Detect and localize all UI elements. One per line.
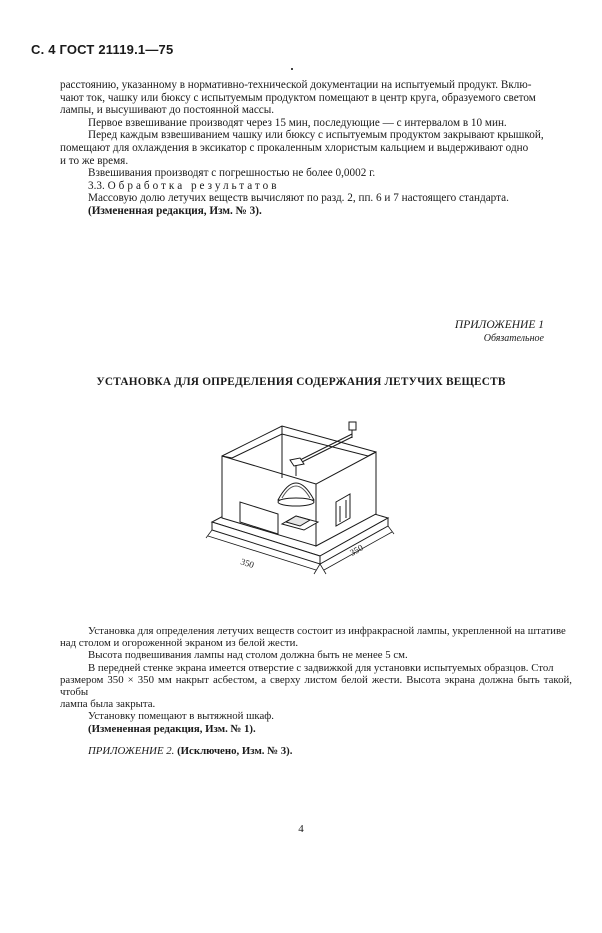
paragraph-precision: Взвешивания производят с погрешностью не более 0,0002 г. xyxy=(88,167,376,180)
appendix-2-label: ПРИЛОЖЕНИЕ 2. xyxy=(88,744,175,757)
apparatus-drawing xyxy=(200,418,435,618)
desc-line: размером 350 × 350 мм накрыт асбестом, а сверху листом белой жести. Высота экрана должна быть такой, чтобы xyxy=(60,673,572,699)
appendix-2-line xyxy=(60,745,572,757)
section-number: 3.3. xyxy=(88,179,105,192)
paragraph-weighing: Первое взвешивание производят через 15 мин, последующие — с интервалом в 10 мин. xyxy=(88,116,507,129)
desc-line: над столом и огороженной экраном из белой жести. xyxy=(60,637,299,650)
amendment-note: (Измененная редакция, Изм. № 1). xyxy=(88,722,256,735)
text-line: расстоянию, указанному в нормативно-технической документации на испытуемый продукт. Вклю- xyxy=(60,79,532,91)
text-line: лампы, и высушивают до постоянной массы. xyxy=(60,104,275,117)
desc-line: В передней стенке экрана имеется отверстие с задвижкой для установки испытуемых образцов. Стол xyxy=(88,661,554,674)
appendix-1-title-block xyxy=(455,319,544,345)
desc-fume-hood: Установку помещают в вытяжной шкаф. xyxy=(88,710,274,723)
section-title: Обработка результатов xyxy=(107,179,280,192)
section-3-3-heading xyxy=(60,180,572,193)
dimension-label-left: 350 xyxy=(239,556,256,571)
scan-dot xyxy=(291,68,293,70)
page-number: 4 xyxy=(298,823,304,835)
paragraph-calculation: Массовую долю летучих веществ вычисляют по разд. 2, пп. 6 и 7 настоящего стандарта. xyxy=(88,192,509,205)
section-top xyxy=(60,79,572,218)
appendix-1-title: ПРИЛОЖЕНИЕ 1 xyxy=(454,319,544,331)
desc-line: Установка для определения летучих веществ состоит из инфракрасной лампы, укрепленной на штативе xyxy=(88,625,566,637)
text-line: и то же время. xyxy=(60,154,129,167)
appendix-1-description xyxy=(60,625,572,757)
appendix-1-subtitle: Обязательное xyxy=(483,333,544,344)
dimension-label-right: 350 xyxy=(348,542,365,558)
text-line: помещают для охлаждения в эксикатор с прокаленным хлористым кальцием и выдерживают одно xyxy=(60,141,529,154)
desc-lamp-height: Высота подвешивания лампы над столом должна быть не менее 5 см. xyxy=(88,649,408,662)
text-line: чают ток, чашку или бюксу с испытуемым продуктом помещают в центр круга, образуемого светом xyxy=(60,91,536,104)
page-header: С. 4 ГОСТ 21119.1—75 xyxy=(31,42,174,57)
desc-line: лампа была закрыта. xyxy=(60,698,156,711)
amendment-note: (Измененная редакция, Изм. № 3). xyxy=(88,204,262,217)
appendix-1-heading: УСТАНОВКА ДЛЯ ОПРЕДЕЛЕНИЯ СОДЕРЖАНИЯ ЛЕТУЧИХ ВЕЩЕСТВ xyxy=(96,376,506,388)
text-line: Перед каждым взвешиванием чашку или бюксу с испытуемым продуктом закрывают крышкой, xyxy=(88,129,544,142)
appendix-2-note: (Исключено, Изм. № 3). xyxy=(177,744,293,757)
